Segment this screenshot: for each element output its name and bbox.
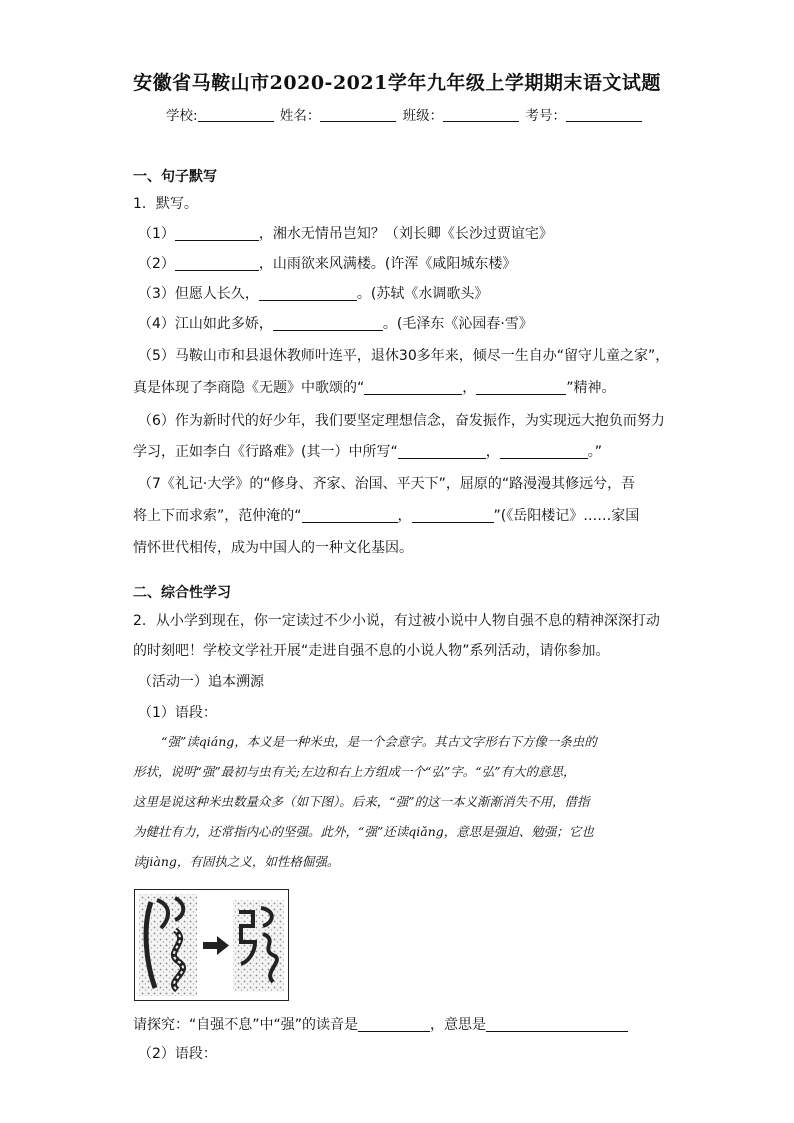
item-3 [138,283,488,303]
answer-blank[interactable] [476,379,566,395]
passage-line: “强”读qiáng，本义是一种米虫，是一个会意字。其古文字形右下方像一条虫的 [161,734,597,749]
item-1 [138,223,553,243]
passage-line: 读jiàng，有固执之义，如性格倔强。 [133,854,340,869]
item-5-line-1: （5）马鞍山市和县退休教师叶连平，退休30多年来，倾尽一生自办“留守儿童之家”， [138,348,670,364]
question-2-line-1: 2．从小学到现在，你一定读过不少小说，有过被小说中人物自强不息的精神深深打动 [133,613,660,629]
comma: ， [462,380,477,396]
item-6-line-1: （6）作为新时代的好少年，我们要坚定理想信念，奋发振作，为实现远大抱负而努力 [138,413,665,429]
item-6-end: 。” [587,444,602,460]
answer-blank[interactable] [302,507,398,523]
explore-question [133,1014,628,1034]
class-field[interactable] [443,107,519,122]
section-heading-2: 二、综合性学习 [133,585,231,601]
school-label: 学校: [166,108,198,124]
pronunciation-blank[interactable] [358,1016,430,1032]
item-2-number: （2） [138,256,175,272]
item-7-line-1: （7《礼记·大学》的“修身、齐家、治国、平天下”，屈原的“路漫漫其修远兮，吾 [138,476,636,492]
passage-line: 这里是说这种米虫数量众多（如下图）。后来，“强”的这一本义渐渐消失不用，借指 [133,794,590,809]
passage-line: 为健壮有力，还常指内心的坚强。此外，“强”还读qiǎng，意思是强迫、勉强；它也 [133,824,594,839]
item-6-line-2 [133,441,602,461]
answer-blank[interactable] [259,285,357,301]
activity-1-heading: （活动一）追本溯源 [138,674,264,690]
item-5-text: 真是体现了李商隐《无题》中歌颂的“ [133,380,365,396]
answer-blank[interactable] [412,507,494,523]
number-field[interactable] [566,107,642,122]
school-field[interactable] [198,107,274,122]
number-label: 考号： [525,108,566,124]
item-7-end: ”(《岳阳楼记》……家国 [493,508,640,524]
ancient-character-evolution-image [134,889,289,1001]
meaning-blank[interactable] [486,1016,628,1032]
student-info-row [166,104,644,124]
item-2-text: ，山雨欲来风满楼。(许浑《咸阳城东楼》 [258,256,517,272]
passage-2-label: （2）语段： [138,1046,217,1062]
item-4 [138,313,533,333]
class-label: 班级： [402,108,444,124]
item-4-text: （4）江山如此多娇， [138,316,273,332]
item-1-text: ，湘水无情吊岂知？（刘长卿《长沙过贾谊宅》 [258,226,553,242]
item-5-line-2 [133,377,616,397]
passage-line: 形状，说明“强”最初与虫有关;左边和右上方组成一个“弘”字。“弘”有大的意思， [133,764,576,779]
item-3-source: 。(苏轼《水调歌头》 [356,286,489,302]
answer-blank[interactable] [175,255,259,271]
answer-blank[interactable] [175,225,259,241]
item-7-line-3: 情怀世代相传，成为中国人的一种文化基因。 [133,540,413,556]
comma: ， [485,444,500,460]
explore-meaning-label: ，意思是 [430,1017,487,1033]
item-7-text: 将上下而求索”，范仲淹的“ [133,508,302,524]
item-1-number: （1） [138,226,175,242]
item-4-source: 。(毛泽东《沁园春·雪》 [382,316,533,332]
section-heading-1: 一、句子默写 [133,169,217,185]
item-5-end: ”精神。 [566,380,616,396]
answer-blank[interactable] [398,443,486,459]
item-2 [138,253,516,273]
item-7-line-2 [133,505,639,525]
comma: ， [397,508,412,524]
passage-text [133,727,663,877]
page-title: 安徽省马鞍山市2020-2021学年九年级上学期期末语文试题 [133,72,661,94]
name-field[interactable] [320,107,396,122]
name-label: 姓名： [279,108,321,124]
character-evolution-illustration [135,890,288,1000]
answer-blank[interactable] [364,379,462,395]
explore-text: 请探究：“自强不息”中“强”的读音是 [133,1017,359,1033]
item-3-text: （3）但愿人长久， [138,286,259,302]
question-2-line-2: 的时刻吧！学校文学社开展“走进自强不息的小说人物”系列活动，请你参加。 [133,643,610,659]
passage-1-label: （1）语段： [138,705,217,721]
question-1-label: 1．默写。 [133,196,198,212]
answer-blank[interactable] [273,315,383,331]
item-6-text: 学习，正如李白《行路难》(其一）中所写“ [133,444,398,460]
answer-blank[interactable] [500,443,588,459]
